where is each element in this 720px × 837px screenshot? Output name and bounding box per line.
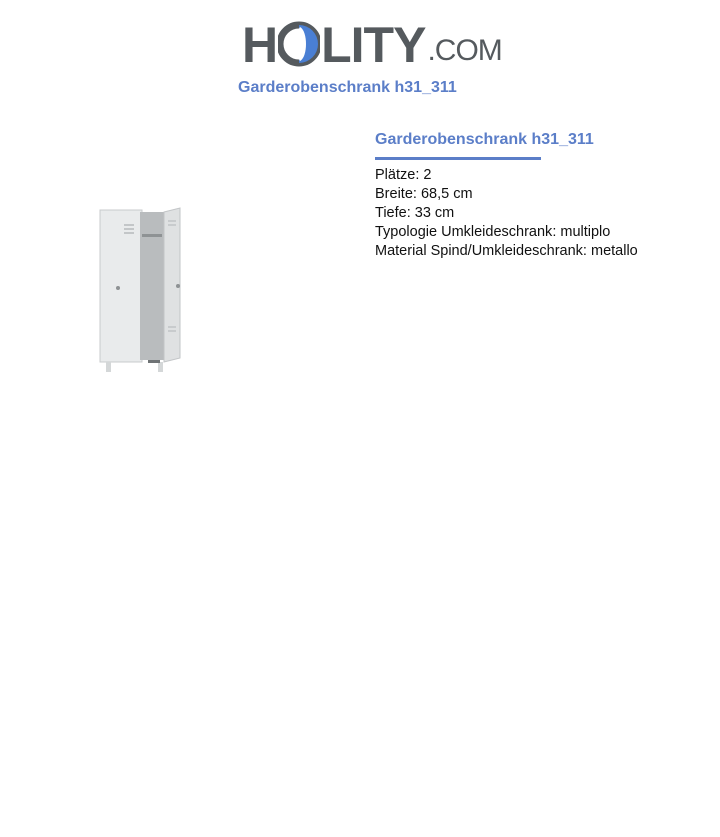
spec-value: 2 — [423, 167, 432, 183]
product-title: Garderobenschrank h31_311 — [375, 131, 541, 160]
spec-list — [375, 166, 695, 261]
spec-line: Typologie Umkleideschrank: multiplo — [375, 224, 611, 240]
spec-value: 68,5 cm — [420, 186, 473, 202]
holity-logo[interactable] — [242, 10, 502, 73]
logo-text-com: .COM — [427, 34, 502, 67]
page-title: Garderobenschrank h31_311 — [238, 79, 457, 96]
product-image — [98, 206, 184, 376]
spec-label: Material Spind/Umkleideschrank — [375, 243, 583, 259]
logo-o-icon — [278, 21, 320, 67]
logo-text-h: H — [242, 17, 278, 73]
spec-label: Breite — [375, 186, 413, 202]
spec-line: Material Spind/Umkleideschrank: metallo — [375, 243, 638, 259]
logo-text-lity: LITY — [321, 17, 426, 73]
spec-line: Breite: 68,5 cm — [375, 186, 473, 202]
spec-line: Tiefe: 33 cm — [375, 205, 455, 221]
spec-label: Tiefe — [375, 205, 407, 221]
spec-value: multiplo — [560, 224, 611, 240]
product-details — [375, 131, 695, 261]
spec-label: Plätze — [375, 167, 416, 183]
spec-line: Plätze: 2 — [375, 167, 432, 183]
spec-value: metallo — [590, 243, 638, 259]
spec-value: 33 cm — [414, 205, 455, 221]
spec-label: Typologie Umkleideschrank — [375, 224, 553, 240]
